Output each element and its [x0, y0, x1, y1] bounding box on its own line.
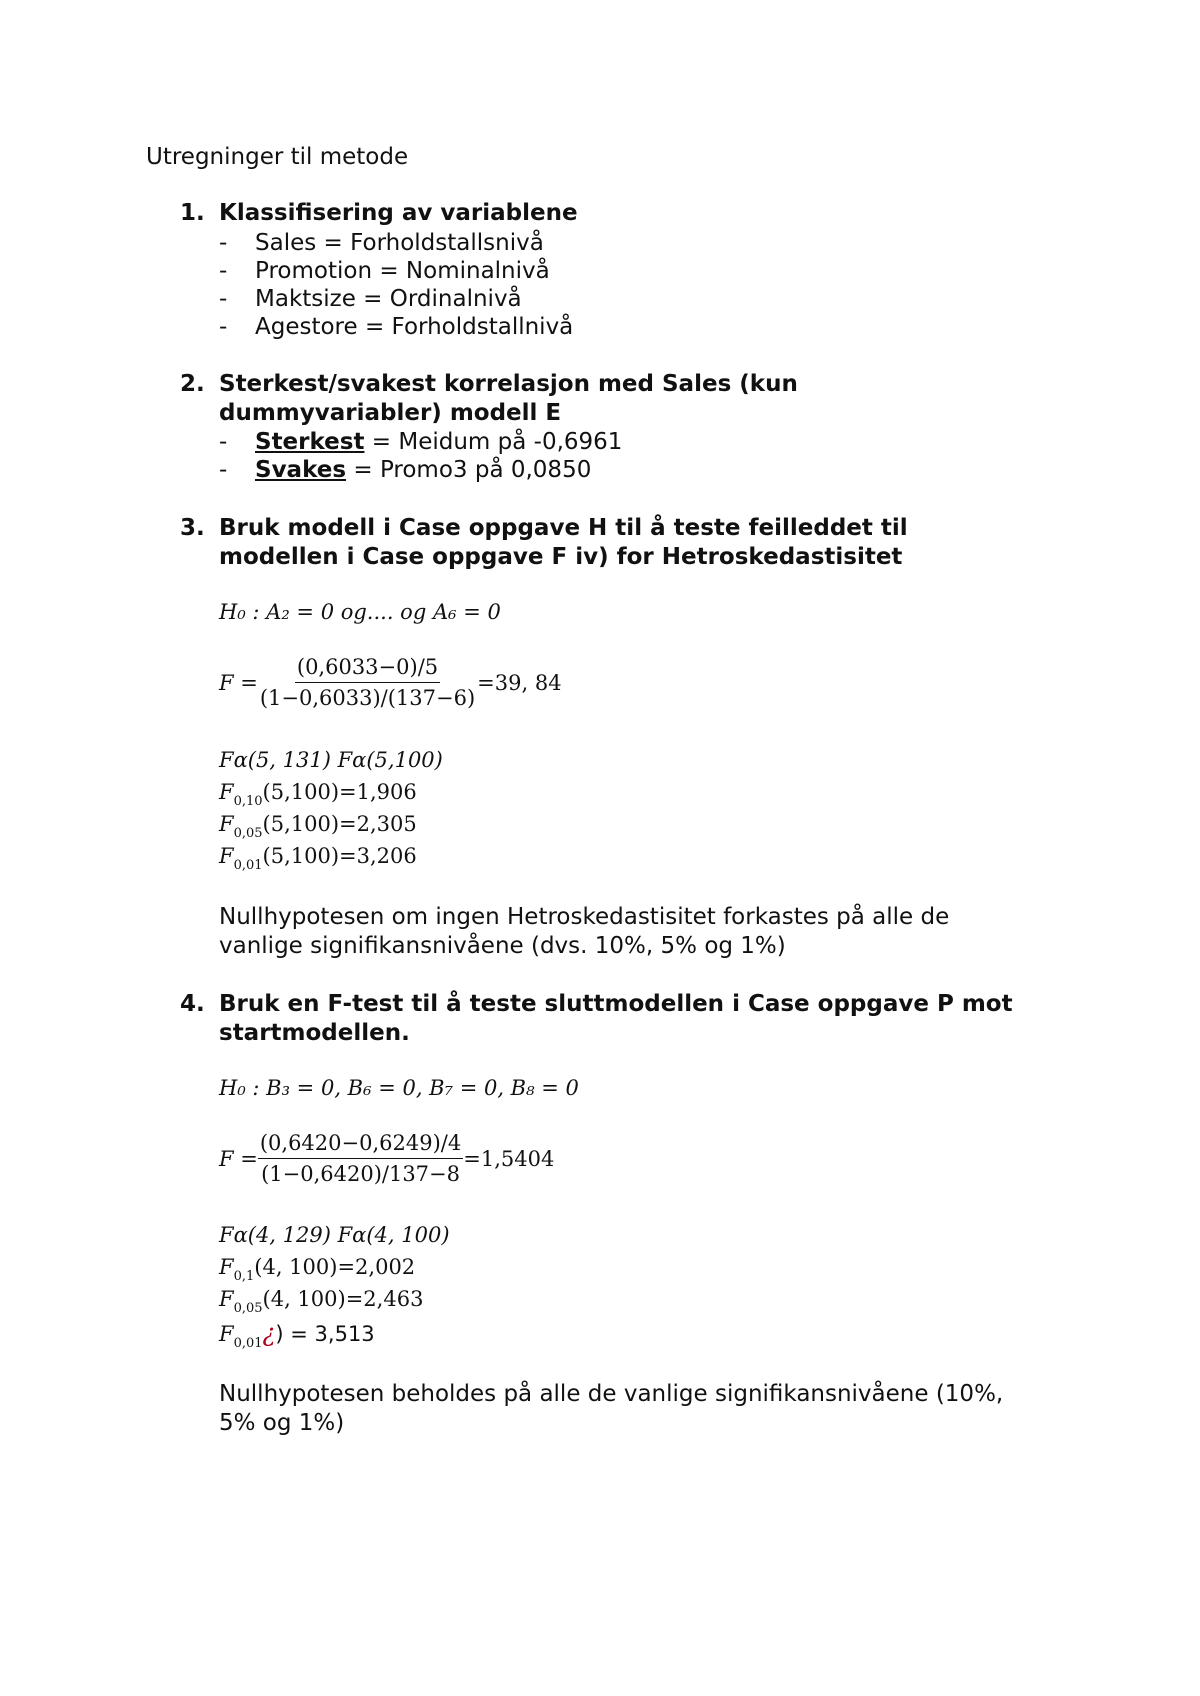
weakest-label: Svakes	[255, 457, 347, 483]
fraction-denominator: (1−0,6033)/(137−6)	[259, 686, 476, 710]
alpha-subscript: 0,01	[233, 858, 263, 873]
critical-value-expr: (5,100)=2,305	[262, 812, 417, 836]
section-2-heading-line1: Sterkest/svakest korrelasjon med Sales (kun	[219, 371, 798, 397]
bullet-dash: -	[219, 314, 228, 340]
alpha-subscript: 0,10	[233, 794, 263, 809]
bullet-dash: -	[219, 429, 228, 455]
section-2-heading-line2: dummyvariabler) modell E	[219, 400, 562, 426]
critical-value: $F_{0,1}(4$, 100)=2,002	[219, 1255, 416, 1284]
f-statistic-formula	[219, 655, 562, 710]
conclusion-line1: Nullhypotesen beholdes på alle de vanlige signifikansnivåene (10%,	[219, 1381, 1004, 1407]
bullet-dash: -	[219, 457, 228, 483]
section-3-number: 3.	[180, 515, 205, 541]
f-lhs: F =	[219, 670, 258, 695]
section-1-heading: Klassifisering av variablene	[219, 200, 578, 226]
section-2-number: 2.	[180, 371, 205, 397]
list-item: Agestore = Forholdstallnivå	[255, 314, 574, 340]
conclusion-line2: 5% og 1%)	[219, 1410, 345, 1436]
fraction-denominator: (1−0,6420)/137−8	[261, 1162, 460, 1186]
fraction-numerator: (0,6033−0)/5	[295, 655, 440, 683]
critical-value-expr: (4, 100)=2,002	[254, 1255, 416, 1279]
critical-values-header: Fα(5, 131) Fα(5,100)	[219, 748, 443, 772]
section-3-heading-line1: Bruk modell i Case oppgave H til å teste feilleddet til	[219, 515, 908, 541]
strongest-label: Sterkest	[255, 429, 365, 455]
strongest-correlation	[255, 429, 622, 455]
critical-value-expr: (5,100)=1,906	[262, 780, 417, 804]
list-item: Promotion = Nominalnivå	[255, 258, 550, 284]
critical-value: $F_{0,05}(4$, 100)=2,463	[219, 1287, 424, 1316]
bullet-dash: -	[219, 258, 228, 284]
alpha-subscript: 0,05	[233, 1301, 263, 1316]
f-result: =39, 84	[477, 670, 562, 695]
critical-value: $F_{0,10}(5,100)=1,906$	[219, 780, 417, 809]
conclusion-line1: Nullhypotesen om ingen Hetroskedastisitet forkastes på alle de	[219, 904, 950, 930]
weakest-correlation	[255, 457, 591, 483]
f-result: =1,5404	[463, 1146, 555, 1171]
section-3-heading-line2: modellen i Case oppgave F iv) for Hetroskedastisitet	[219, 544, 903, 570]
null-hypothesis: H₀ : A₂ = 0 og.... og A₆ = 0	[219, 600, 501, 624]
weakest-value: = Promo3 på 0,0850	[346, 457, 592, 483]
section-4-heading-line2: startmodellen.	[219, 1020, 410, 1046]
alpha-subscript: 0,01	[233, 1336, 263, 1351]
fraction	[258, 655, 477, 710]
bullet-dash: -	[219, 230, 228, 256]
critical-value: $F_{0,05}(5,100)=2,305$	[219, 812, 417, 841]
critical-value: $F_{0,01}(5,100)=3,206$	[219, 844, 417, 873]
f-lhs: F =	[219, 1146, 258, 1171]
list-item: Maktsize = Ordinalnivå	[255, 286, 522, 312]
broken-equation-glyph: ¿	[262, 1319, 276, 1347]
fraction	[258, 1131, 463, 1186]
conclusion-line2: vanlige signifikansnivåene (dvs. 10%, 5% og 1%)	[219, 933, 786, 959]
critical-values-header: Fα(4, 129) Fα(4, 100)	[219, 1223, 450, 1247]
critical-value: $F_{0,01}¿) = 3,513$	[219, 1319, 375, 1351]
f-statistic-formula	[219, 1131, 554, 1186]
section-1-number: 1.	[180, 200, 205, 226]
null-hypothesis: H₀ : B₃ = 0, B₆ = 0, B₇ = 0, B₈ = 0	[219, 1076, 579, 1100]
fraction-numerator: (0,6420−0,6249)/4	[258, 1131, 463, 1159]
alpha-subscript: 0,1	[233, 1269, 255, 1284]
section-4-number: 4.	[180, 991, 205, 1017]
bullet-dash: -	[219, 286, 228, 312]
document-title: Utregninger til metode	[146, 144, 409, 170]
critical-value-expr: (4, 100)=2,463	[262, 1287, 424, 1311]
critical-value-expr: ) = 3,513	[275, 1322, 375, 1346]
list-item: Sales = Forholdstallsnivå	[255, 230, 544, 256]
section-4-heading-line1: Bruk en F-test til å teste sluttmodellen i Case oppgave P mot	[219, 991, 1013, 1017]
critical-value-expr: (5,100)=3,206	[262, 844, 417, 868]
alpha-subscript: 0,05	[233, 826, 263, 841]
strongest-value: = Meidum på -0,6961	[364, 429, 623, 455]
